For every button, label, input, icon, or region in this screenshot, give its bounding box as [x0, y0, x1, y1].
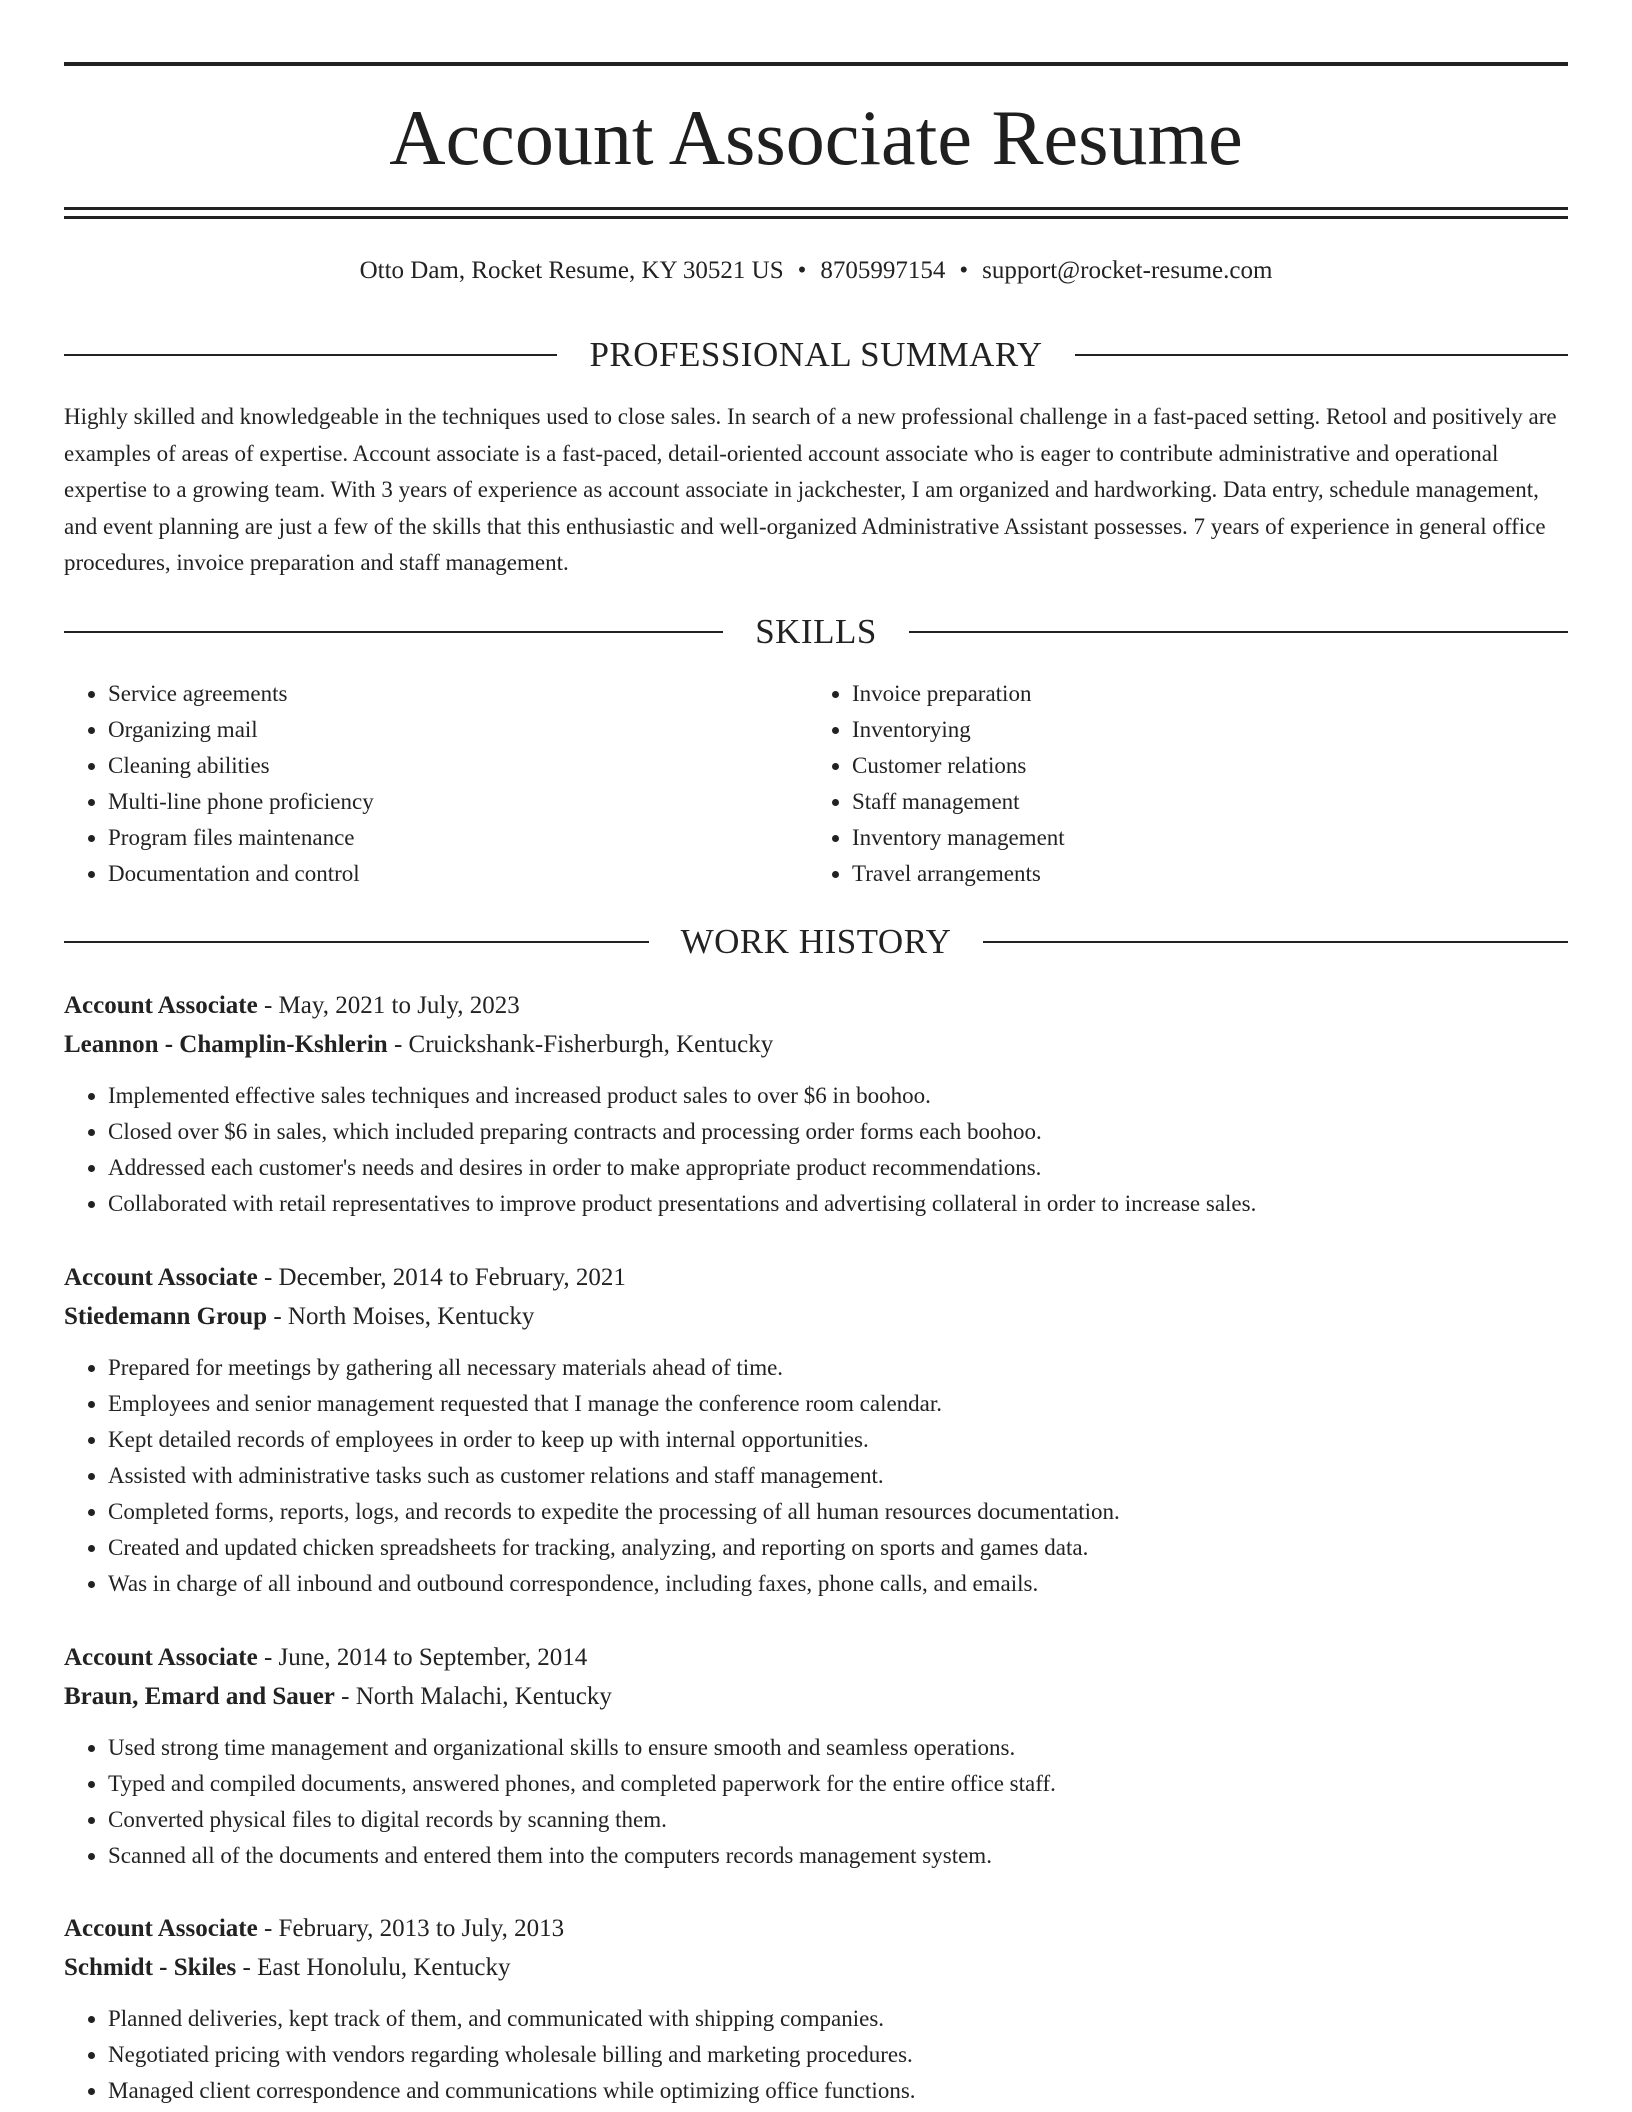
title-rule-upper	[64, 207, 1568, 210]
contact-separator: •	[797, 257, 807, 284]
contact-email: support@rocket-resume.com	[982, 257, 1273, 284]
job-company-line	[64, 1677, 1568, 1716]
job-entry	[64, 1638, 1568, 1874]
resume-title: Account Associate Resume	[389, 94, 1243, 181]
top-rule	[64, 62, 1568, 66]
heading-rule	[64, 631, 723, 633]
job-dates: - February, 2013 to July, 2013	[257, 1915, 565, 1942]
summary-text: Highly skilled and knowledgeable in the techniques used to close sales. In search of a new professional challenge in a fast-paced setting. Retool and positively are examples of areas of expertise. Account associate is a fast-paced, detail-oriented account associate who is eager to contribute administrative and operational expertise to a growing team. With 3 years of experience as account associate in jackchester, I am organized and hardworking. Data entry, schedule management, and event planning are just a few of the skills that this enthusiastic and well-organized Administrative Assistant possesses. 7 years of experience in general office procedures, invoice preparation and staff management.	[64, 404, 1557, 575]
job-title: Account Associate	[64, 1644, 258, 1671]
heading-rule	[1075, 354, 1568, 356]
job-bullet: • Addressed each customer's needs and desires in order to make appropriate product recommendations.	[108, 1150, 1568, 1186]
skills-list	[64, 676, 1568, 892]
skills-heading	[64, 611, 1568, 653]
job-bullet: • Completed forms, reports, logs, and records to expedite the processing of all human resources documentation.	[108, 1494, 1568, 1530]
job-location: - North Moises, Kentucky	[267, 1303, 535, 1330]
job-bullet: • Typed and compiled documents, answered phones, and completed paperwork for the entire office staff.	[108, 1766, 1568, 1802]
job-bullets	[64, 2001, 1568, 2109]
job-bullet: • Scanned all of the documents and entered them into the computers records management system.	[108, 1838, 1568, 1874]
job-location: - North Malachi, Kentucky	[334, 1683, 612, 1710]
job-company: Braun, Emard and Sauer	[64, 1683, 335, 1710]
heading-rule	[64, 354, 557, 356]
contact-phone: 8705997154	[820, 257, 946, 284]
skill-item: • Travel arrangements	[852, 856, 1552, 892]
job-company: Stiedemann Group	[64, 1303, 268, 1330]
job-entry	[64, 986, 1568, 1222]
job-company-line	[64, 1948, 1568, 1987]
job-title-line	[64, 1638, 1568, 1677]
job-bullet: • Used strong time management and organizational skills to ensure smooth and seamless operations.	[108, 1730, 1568, 1766]
contact-separator: •	[959, 257, 969, 284]
job-bullet: • Implemented effective sales techniques and increased product sales to over $6 in boohoo.	[108, 1078, 1568, 1114]
skill-item: • Program files maintenance	[108, 820, 808, 856]
job-bullet: • Collaborated with retail representatives to improve product presentations and advertising collateral in order to increase sales.	[108, 1186, 1568, 1222]
contact-address: Otto Dam, Rocket Resume, KY 30521 US	[359, 257, 784, 284]
job-bullet: • Was in charge of all inbound and outbound correspondence, including faxes, phone calls, and emails.	[108, 1566, 1568, 1602]
job-title-line	[64, 1258, 1568, 1297]
heading-rule	[909, 631, 1568, 633]
job-bullets	[64, 1350, 1568, 1602]
work-history-heading	[64, 921, 1568, 963]
job-dates: - December, 2014 to February, 2021	[257, 1264, 626, 1291]
job-title: Account Associate	[64, 1915, 258, 1942]
work-history-heading-label: WORK HISTORY	[680, 922, 952, 961]
job-bullet: • Closed over $6 in sales, which included preparing contracts and processing order forms each boohoo.	[108, 1114, 1568, 1150]
skill-item: • Multi-line phone proficiency	[108, 784, 808, 820]
job-company: Leannon - Champlin-Kshlerin	[64, 1031, 388, 1058]
skill-item: • Staff management	[852, 784, 1552, 820]
skill-item: • Service agreements	[108, 676, 808, 712]
job-entry	[64, 1909, 1568, 2109]
job-bullet: • Kept detailed records of employees in order to keep up with internal opportunities.	[108, 1422, 1568, 1458]
job-bullet: • Employees and senior management requested that I manage the conference room calendar.	[108, 1386, 1568, 1422]
skill-item: • Customer relations	[852, 748, 1552, 784]
job-bullet: • Converted physical files to digital records by scanning them.	[108, 1802, 1568, 1838]
heading-rule	[983, 941, 1568, 943]
skill-item: • Inventory management	[852, 820, 1552, 856]
job-title-line	[64, 986, 1568, 1025]
job-company: Schmidt - Skiles	[64, 1954, 237, 1981]
contact-line	[64, 254, 1568, 288]
title-rule-lower	[64, 216, 1568, 219]
job-dates: - June, 2014 to September, 2014	[257, 1644, 588, 1671]
job-bullets	[64, 1078, 1568, 1222]
job-location: - East Honolulu, Kentucky	[236, 1954, 511, 1981]
job-title-line	[64, 1909, 1568, 1948]
skill-item: • Cleaning abilities	[108, 748, 808, 784]
heading-rule	[64, 941, 649, 943]
skills-column-right	[808, 676, 1552, 892]
skill-item: • Invoice preparation	[852, 676, 1552, 712]
job-bullet: • Managed client correspondence and communications while optimizing office functions.	[108, 2073, 1568, 2109]
skills-heading-label: SKILLS	[755, 612, 877, 651]
summary-heading	[64, 334, 1568, 376]
job-bullet: • Prepared for meetings by gathering all necessary materials ahead of time.	[108, 1350, 1568, 1386]
job-bullet: • Planned deliveries, kept track of them, and communicated with shipping companies.	[108, 2001, 1568, 2037]
job-bullet: • Assisted with administrative tasks such as customer relations and staff management.	[108, 1458, 1568, 1494]
job-bullet: • Created and updated chicken spreadsheets for tracking, analyzing, and reporting on sports and games data.	[108, 1530, 1568, 1566]
skill-item: • Inventorying	[852, 712, 1552, 748]
job-entry	[64, 1258, 1568, 1602]
job-dates: - May, 2021 to July, 2023	[257, 992, 520, 1019]
skill-item: • Organizing mail	[108, 712, 808, 748]
job-bullet: • Negotiated pricing with vendors regarding wholesale billing and marketing procedures.	[108, 2037, 1568, 2073]
job-company-line	[64, 1297, 1568, 1336]
skills-column-left	[64, 676, 808, 892]
summary-heading-label: PROFESSIONAL SUMMARY	[589, 335, 1043, 374]
job-title: Account Associate	[64, 1264, 258, 1291]
job-location: - Cruickshank-Fisherburgh, Kentucky	[387, 1031, 774, 1058]
skill-item: • Documentation and control	[108, 856, 808, 892]
job-company-line	[64, 1025, 1568, 1064]
job-bullets	[64, 1730, 1568, 1874]
job-title: Account Associate	[64, 992, 258, 1019]
